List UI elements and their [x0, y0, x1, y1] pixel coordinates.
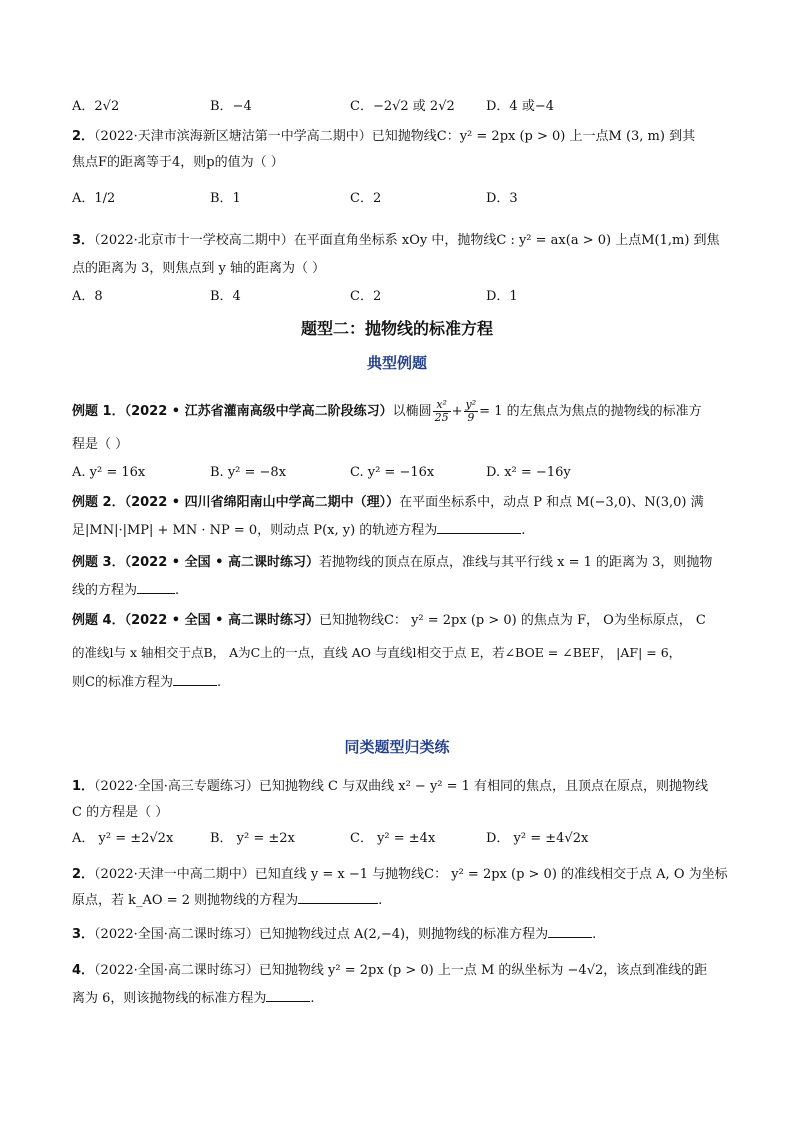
p4-tail: .: [310, 991, 315, 1006]
ex1-line1: [72, 396, 732, 430]
q2-text-line1: （2022·天津市滨海新区塘沽第一中学高二期中）已知抛物线C：y² = 2px (p > 0) 上一点M (3, m) 到其: [94, 129, 696, 144]
section2-subtitle: 典型例题: [366, 354, 427, 372]
p1-text-line1: （2022·全国·高三专题练习）已知抛物线 C 与双曲线 x² − y² = 1 有相同的焦点，且顶点在原点，则抛物线: [94, 779, 709, 794]
p2-answer-blank[interactable]: [298, 892, 378, 904]
p3-answer-blank[interactable]: [548, 926, 592, 938]
p4-text-line1: （2022·全国·高二课时练习）已知抛物线 y² = 2px (p > 0) 上一点 M 的纵坐标为 −4√2，该点到准线的距: [94, 963, 708, 978]
ex3-line1: [72, 554, 732, 572]
p1-number: 1．: [72, 779, 95, 794]
p1-text-line2: C 的方程是（ ）: [72, 805, 169, 820]
p2-text-line2: 原点，若 k_AO = 2 则抛物线的方程为: [72, 893, 299, 908]
ex2-tail: .: [521, 523, 526, 538]
ex4-line1: [72, 612, 732, 630]
ex2-answer-blank[interactable]: [437, 522, 521, 534]
q2-number: 2．: [72, 129, 95, 144]
ex4-text-line2: 的准线l与 x 轴相交于点B， A为C上的一点，直线 AO 与直线l相交于点 E，若∠BOE = ∠BEF， |AF| = 6，: [72, 645, 682, 660]
p1-option-a: A． y² = ±2√2x: [72, 831, 174, 846]
ex3-line2: [72, 582, 732, 600]
q1-option-b: B．−4: [210, 99, 252, 114]
ex4-tail: .: [216, 675, 222, 690]
ex1-option-d: D. x² = −16y: [486, 465, 571, 480]
ex2-label: 例题 2．: [72, 495, 125, 510]
p3-number: 3．: [72, 927, 95, 942]
p1-option-d: D． y² = ±4√2x: [486, 831, 589, 846]
q1-option-c: C．−2√2 或 2√2: [350, 99, 455, 114]
q2-option-b: B．1: [210, 191, 241, 206]
ex3-tail: .: [175, 583, 180, 598]
p1-options: [72, 828, 732, 850]
p4-number: 4．: [72, 963, 95, 978]
q2-option-a: A．1/2: [72, 191, 116, 206]
ex1-option-a: A. y² = 16x: [72, 465, 146, 480]
p3-text-line1: （2022·全国·高二课时练习）已知抛物线过点 A(2,−4)，则抛物线的标准方程为: [94, 927, 549, 942]
q2-text-line2: 焦点F的距离等于4，则p的值为（ ）: [72, 155, 284, 170]
ex1-options: [72, 462, 732, 484]
ex1-text-a: 以椭圆: [392, 404, 432, 419]
p2-line1: [72, 866, 732, 884]
q3-text-line2: 点的距离为 3，则焦点到 y 轴的距离为（ ）: [72, 261, 326, 276]
q3-option-b: B．4: [210, 289, 241, 304]
ex3-text-line2: 线的方程为: [72, 583, 138, 598]
ex2-text-line1: 在平面坐标系中，动点 P 和点 M(−3,0)、N(3,0) 满: [399, 495, 704, 510]
p2-number: 2．: [72, 867, 95, 882]
q3-options: [72, 286, 732, 308]
p4-line1: [72, 962, 732, 980]
p3-line1: [72, 926, 732, 944]
q2-option-d: D．3: [486, 191, 518, 206]
p3-tail: .: [592, 927, 597, 942]
ex3-label: 例题 3．: [72, 555, 125, 570]
ex4-label: 例题 4．: [72, 613, 125, 628]
q3-line1: [72, 232, 732, 250]
ex4-line3: [72, 674, 732, 692]
p1-option-b: B． y² = ±2x: [210, 831, 295, 846]
q1-option-d: D．4 或−4: [486, 99, 554, 114]
ex2-line1: [72, 494, 732, 512]
ex1-frac1-denominator: 25: [434, 411, 449, 424]
p1-option-c: C． y² = ±4x: [350, 831, 436, 846]
ex1-fraction-1: [433, 399, 451, 424]
p1-line1: [72, 778, 732, 796]
q2-option-c: C．2: [350, 191, 382, 206]
q2-line1: [72, 128, 732, 146]
q2-options: [72, 188, 732, 210]
p4-line2: [72, 990, 732, 1008]
ex2-text-line2: 足|MN|·|MP| + MN · NP = 0，则动点 P(x, y) 的轨迹方程为: [72, 523, 438, 538]
q3-option-d: D．1: [486, 289, 518, 304]
q3-number: 3．: [72, 233, 95, 248]
section3-title: 同类题型归类练: [344, 738, 450, 756]
ex4-answer-blank[interactable]: [173, 674, 217, 686]
ex1-option-b: B. y² = −8x: [210, 465, 287, 480]
q1-options: [72, 96, 732, 118]
q3-text-line1: （2022·北京市十一学校高二期中）在平面直角坐标系 xOy 中，抛物线C : y² = ax(a > 0) 上点M(1,m) 到焦: [94, 233, 720, 248]
ex1-frac2-numerator: y²: [465, 398, 477, 411]
ex3-answer-blank[interactable]: [137, 582, 175, 594]
ex4-source: （2022 • 全国 • 高二课时练习）: [124, 613, 319, 628]
ex1-option-c: C. y² = −16x: [350, 465, 435, 480]
ex1-fraction-2: [464, 399, 479, 424]
p2-text-line1: （2022·天津一中高二期中）已知直线 y = x −1 与抛物线C： y² = 2px (p > 0) 的准线相交于点 A, O 为坐标: [94, 867, 728, 882]
p4-answer-blank[interactable]: [266, 990, 310, 1002]
ex2-source: （2022 • 四川省绵阳南山中学高二期中（理））: [124, 495, 400, 510]
ex1-source: （2022 • 江苏省灌南高级中学高二阶段练习）: [124, 404, 393, 419]
ex4-text-line3: 则C的标准方程为: [72, 675, 173, 690]
ex1-plus: +: [451, 404, 463, 419]
ex1-frac2-denominator: 9: [467, 411, 475, 424]
p2-line2: [72, 892, 732, 910]
ex1-text-b: = 1 的左焦点为焦点的抛物线的标准方: [479, 404, 702, 419]
p2-tail: .: [378, 893, 383, 908]
ex1-text-line2: 程是（ ）: [72, 437, 129, 452]
p4-text-line2: 离为 6，则该抛物线的标准方程为: [72, 991, 267, 1006]
ex2-line2: [72, 522, 732, 540]
section2-title: 题型二：抛物线的标准方程: [300, 319, 493, 338]
ex3-text-line1: 若抛物线的顶点在原点，准线与其平行线 x = 1 的距离为 3，则抛物: [318, 555, 713, 570]
q3-option-a: A．8: [72, 289, 103, 304]
q3-option-c: C．2: [350, 289, 382, 304]
ex4-text-line1: 已知抛物线C： y² = 2px (p > 0) 的焦点为 F， O为坐标原点， C: [318, 613, 706, 628]
q1-option-a: A．2√2: [72, 99, 120, 114]
ex1-label: 例题 1．: [72, 404, 125, 419]
ex1-frac1-numerator: x²: [433, 399, 451, 412]
ex3-source: （2022 • 全国 • 高二课时练习）: [124, 555, 319, 570]
